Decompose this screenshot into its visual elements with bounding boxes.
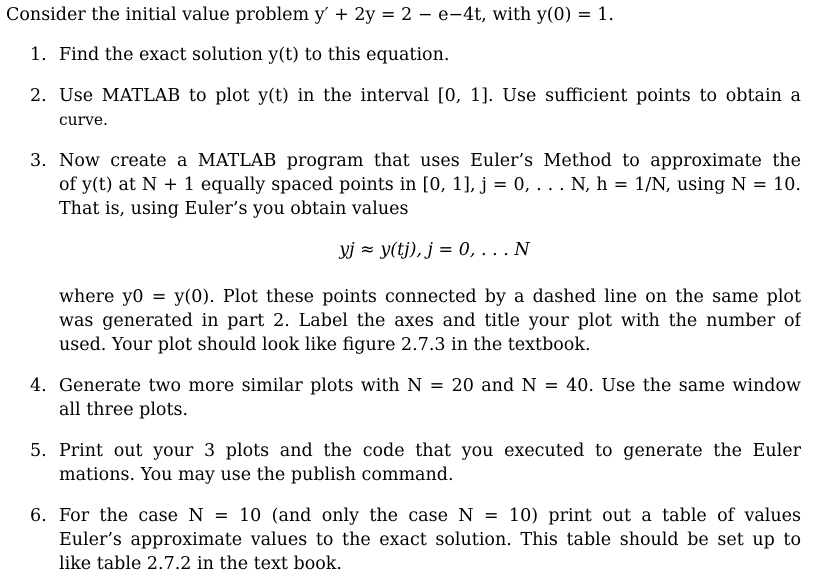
item-5-line-1: Print out your 3 plots and the code that you executed to generate the Euler xyxy=(59,441,801,461)
item-2-line-2: curve. xyxy=(59,111,108,129)
item-4-line-2: all three plots. xyxy=(59,400,189,420)
item-3-line-1: Now create a MATLAB program that uses Euler’s Method to approximate the xyxy=(59,151,801,171)
item-2-line-1: Use MATLAB to plot y(t) in the interval [0, 1]. Use sufficient points to obtain a xyxy=(59,86,801,106)
euler-equation: yj ≈ y(tj), j = 0, . . . N xyxy=(339,240,530,260)
intro-text: Consider the initial value problem y′ + 2y = 2 − e−4t, with y(0) = 1. xyxy=(6,5,614,25)
item-4-number: 4. xyxy=(30,376,47,396)
item-6-line-3: like table 2.7.2 in the text book. xyxy=(59,554,342,574)
item-6-line-2: Euler’s approximate values to the exact solution. This table should be set up to xyxy=(59,530,801,550)
item-1-line-1: Find the exact solution y(t) to this equation. xyxy=(59,45,450,65)
item-2-number: 2. xyxy=(30,86,47,106)
item-1-number: 1. xyxy=(30,45,47,65)
item-3-after-line-3: used. Your plot should look like figure 2.7.3 in the textbook. xyxy=(59,335,591,355)
item-3-line-2: of y(t) at N + 1 equally spaced points in [0, 1], j = 0, . . . N, h = 1/N, using N = 10. xyxy=(59,175,801,195)
item-6-number: 6. xyxy=(30,506,47,526)
item-5-number: 5. xyxy=(30,441,47,461)
item-3-number: 3. xyxy=(30,151,47,171)
item-3-after-line-2: was generated in part 2. Label the axes and title your plot with the number of xyxy=(59,311,801,331)
item-6-line-1: For the case N = 10 (and only the case N = 10) print out a table of values xyxy=(59,506,801,526)
item-3-after-line-1: where y0 = y(0). Plot these points connected by a dashed line on the same plot xyxy=(59,287,801,307)
item-3-line-3: That is, using Euler’s you obtain values xyxy=(59,199,409,219)
item-4-line-1: Generate two more similar plots with N = 20 and N = 40. Use the same window xyxy=(59,376,801,396)
item-5-line-2: mations. You may use the publish command. xyxy=(59,465,454,485)
